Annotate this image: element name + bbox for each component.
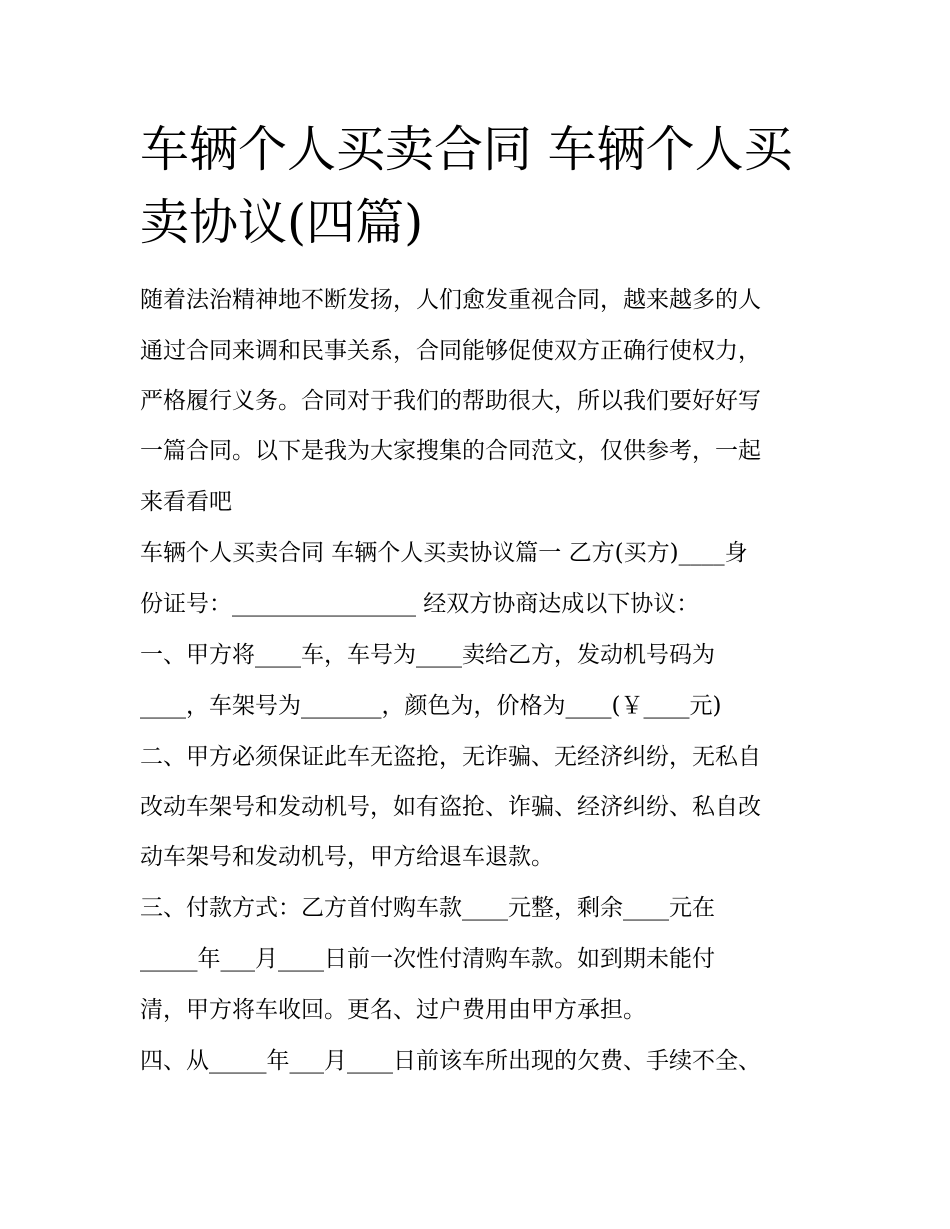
body-line: 清，甲方将车收回。更名、过户费用由甲方承担。 (140, 997, 646, 1023)
document-title: 车辆个人买卖合同 车辆个人买卖协议(四篇) (140, 121, 793, 251)
body-line: 动车架号和发动机号，甲方给退车退款。 (140, 844, 554, 870)
body-line: 二、甲方必须保证此车无盗抢，无诈骗、无经济纠纷，无私自 (140, 744, 761, 770)
body-line: 来看看吧 (140, 489, 232, 515)
body-line: _____年___月____日前一次性付清购车款。如到期未能付 (140, 946, 715, 972)
body-line: 一、甲方将____车，车号为____卖给乙方，发动机号码为 (140, 642, 715, 668)
body-line: 四、从_____年___月____日前该车所出现的欠费、手续不全、 (140, 1048, 761, 1074)
body-line: 份证号：________________ 经双方协商达成以下协议： (140, 591, 700, 617)
body-line: 通过合同来调和民事关系，合同能够促使双方正确行使权力， (140, 338, 761, 364)
body-line: 一篇合同。以下是我为大家搜集的合同范文，仅供参考，一起 (140, 438, 761, 464)
body-line: 严格履行义务。合同对于我们的帮助很大，所以我们要好好写 (140, 388, 761, 414)
body-line: 随着法治精神地不断发扬，人们愈发重视合同，越来越多的人 (140, 287, 761, 313)
body-line: 改动车架号和发动机号，如有盗抢、诈骗、经济纠纷、私自改 (140, 794, 761, 820)
body-line: ____，车架号为_______，颜色为，价格为____(￥____元) (140, 693, 722, 719)
body-line: 车辆个人买卖合同 车辆个人买卖协议篇一 乙方(买方)____身 (140, 540, 748, 566)
body-line: 三、付款方式：乙方首付购车款____元整，剩余____元在 (140, 895, 715, 921)
